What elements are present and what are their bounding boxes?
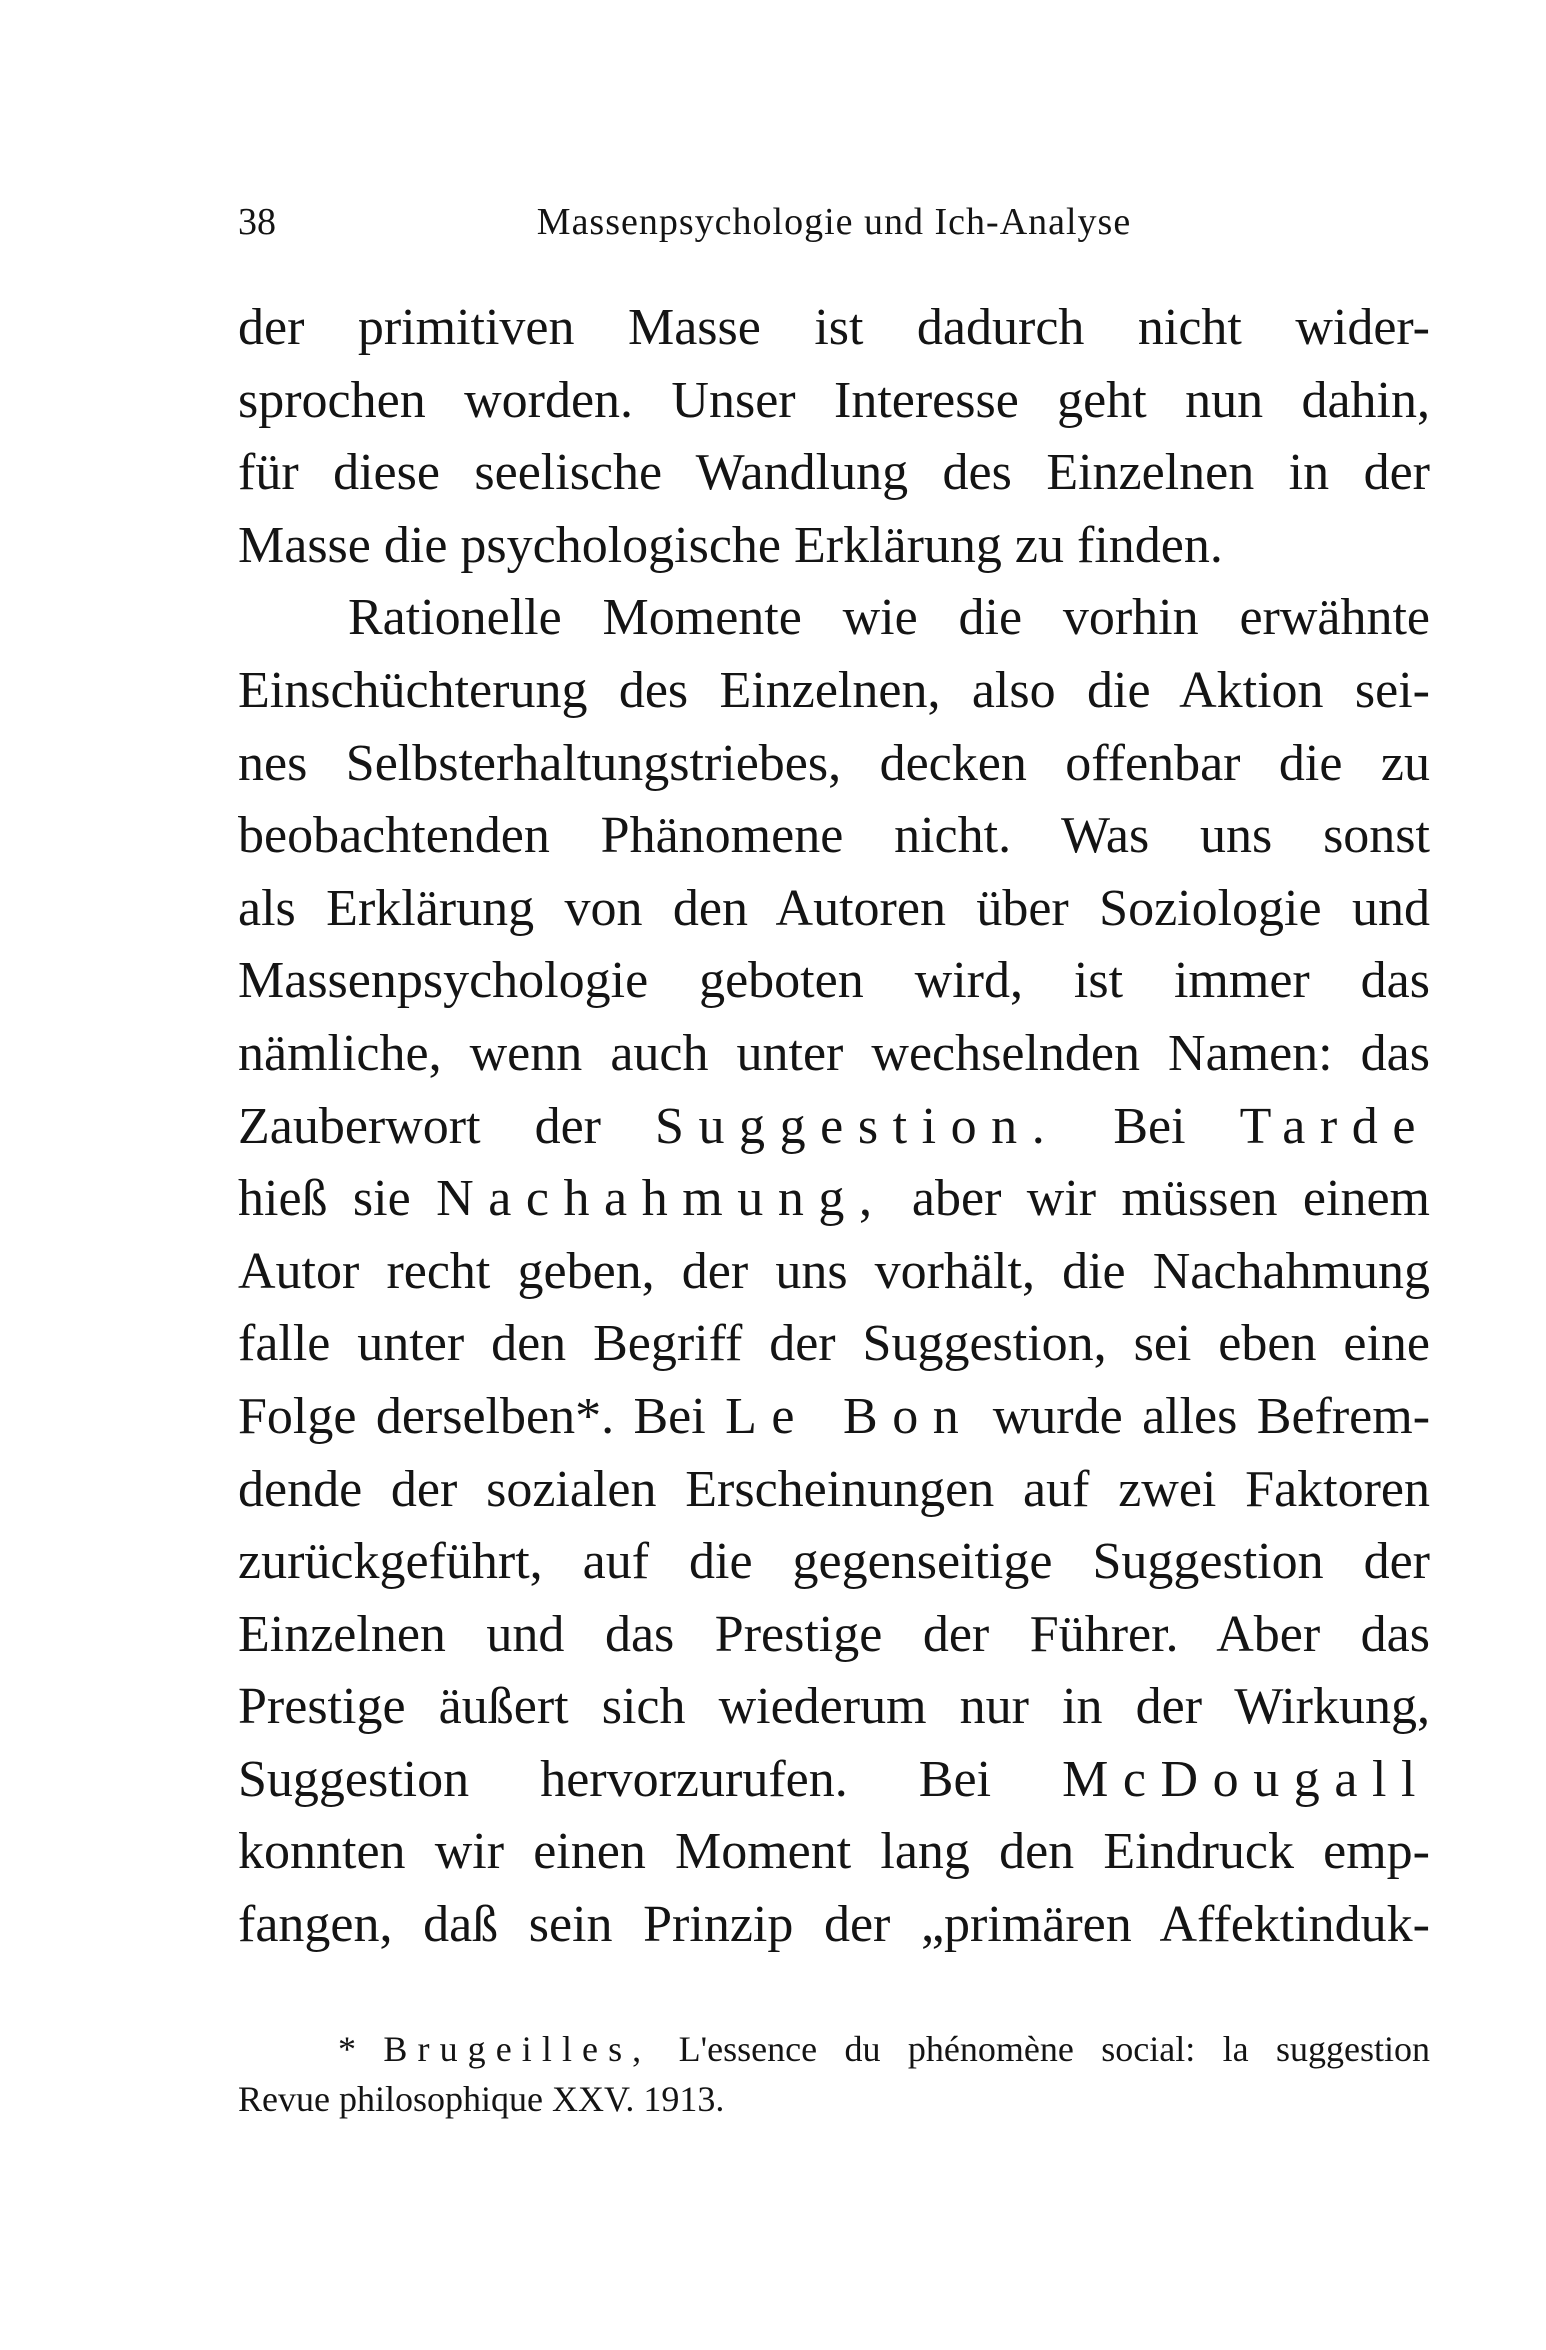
page-number: 38 [238,201,276,243]
text-line [238,1381,1430,1454]
body-text [238,292,1430,1962]
text-line [238,1744,1430,1817]
text-line: der primitiven Masse ist dadurch nicht wider- [238,299,1430,356]
footnote-text: L'essence du phénomène social: la suggestion [651,2029,1430,2069]
footnote [238,2024,1430,2124]
spaced-name-mcdougall: McDougall [1062,1750,1430,1808]
spaced-name-le-bon: Le Bon [725,1387,974,1445]
text-line: Autor recht geben, der uns vorhält, die Nachahmung [238,1242,1430,1300]
text-line: Masse die psychologische Erklärung zu finden. [238,516,1223,574]
text-line: Einschüchterung des Einzelnen, also die Aktion sei- [238,661,1430,719]
text-line: nes Selbsterhaltungstriebes, decken offenbar die zu [238,734,1430,792]
text-line: fangen, daß sein Prinzip der „primären Affektinduk- [238,1896,1430,1954]
text-line: beobachtenden Phänomene nicht. Was uns sonst [238,807,1430,865]
text-line: Einzelnen und das Prestige der Führer. Aber das [238,1605,1430,1663]
footnote-line [238,2024,1430,2074]
text-line: falle unter den Begriff der Suggestion, sei eben eine [238,1315,1430,1373]
running-head [238,196,1430,248]
text-line: konnten wir einen Moment lang den Eindruck emp- [238,1823,1430,1881]
line-text: hieß sie [238,1170,437,1228]
line-text: aber wir müssen einem [886,1170,1430,1228]
footnote-marker: * [338,2029,356,2069]
text-line [238,1163,1430,1236]
line-text: Bei [1059,1097,1240,1155]
text-line: nämliche, wenn auch unter wechselnden Namen: das [238,1024,1430,1082]
text-line: für diese seelische Wandlung des Einzelnen in der [238,444,1430,502]
line-text: wurde alles Befrem- [973,1387,1431,1445]
footnote-author: Brugeilles, [383,2029,652,2069]
spaced-name-tarde: Tarde [1239,1097,1430,1155]
text-line: sprochen worden. Unser Interesse geht nun dahin, [238,371,1430,429]
text-line [238,1091,1430,1164]
spaced-term-suggestion: Suggestion. [655,1097,1060,1155]
text-line: Rationelle Momente wie die vorhin erwähnte [348,589,1430,647]
footnote-line: Revue philosophique XXV. 1913. [238,2079,725,2119]
spaced-term-nachahmung: Nachahmung, [436,1170,887,1228]
running-title: Massenpsychologie und Ich-Analyse [536,201,1132,243]
line-text: Folge derselben*. Bei [238,1387,726,1445]
text-line: Massenpsychologie geboten wird, ist immer das [238,952,1430,1010]
text-line: zurückgeführt, auf die gegenseitige Suggestion der [238,1533,1430,1591]
line-text: Suggestion hervorzurufen. Bei [238,1750,1063,1808]
text-line: dende der sozialen Erscheinungen auf zwei Faktoren [238,1460,1430,1518]
line-text: Zauberwort der [238,1097,656,1155]
text-line: Prestige äußert sich wiederum nur in der Wirkung, [238,1678,1430,1736]
text-line: als Erklärung von den Autoren über Soziologie und [238,879,1430,937]
